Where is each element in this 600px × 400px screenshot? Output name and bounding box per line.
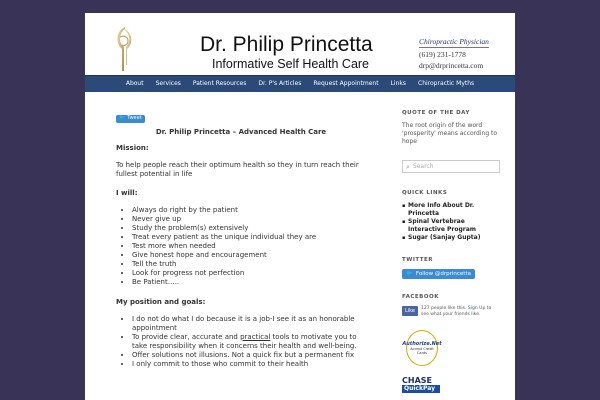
main-content <box>116 113 366 369</box>
list-item: • Tell the truth <box>132 260 366 269</box>
contact-phone: (619) 231-1778 <box>419 50 466 59</box>
chase-quickpay-badge[interactable] <box>402 376 440 393</box>
quick-links-list <box>402 202 500 242</box>
tweet-button[interactable] <box>116 115 145 123</box>
facebook-like-box <box>402 306 500 318</box>
logo-icon[interactable] <box>112 25 138 73</box>
mission-text: To help people reach their optimum health so they in turn reach their fullest potential in life <box>116 160 359 178</box>
tweet-label: Tweet <box>127 115 142 121</box>
list-item: • Never give up <box>132 215 366 224</box>
goals-list <box>116 315 366 369</box>
site-header <box>85 13 515 75</box>
nav-item-links[interactable]: Links <box>390 80 406 87</box>
article-title: Dr. Philip Princetta – Advanced Health Care <box>155 127 327 136</box>
qod-text: The root origin of the word 'prosperity' means according to hope <box>402 122 498 145</box>
quick-link-sugar[interactable]: ▪ Sugar (Sanjay Gupta) <box>402 234 500 242</box>
list-item: • Look for progress not perfection <box>132 269 366 278</box>
nav-item-articles[interactable]: Dr. P's Articles <box>258 80 302 87</box>
twitter-title: TWITTER <box>402 257 433 263</box>
follow-button[interactable] <box>402 269 475 279</box>
sidebar <box>402 109 500 393</box>
contact-email: drp@drprincetta.com <box>419 61 484 70</box>
list-item: • Study the problem(s) extensively <box>132 224 366 233</box>
follow-label: Follow @drprincetta <box>415 271 471 277</box>
quick-links-title: QUICK LINKS <box>402 190 448 196</box>
list-item: • Treat every patient as the unique individual they are <box>132 233 366 242</box>
position-heading: My position and goals: <box>116 297 206 306</box>
fb-count-text: 127 people like this. <box>420 306 467 311</box>
goal2-post: tools to motivate you to take responsibility when it concerns their health and well-being. <box>132 332 357 350</box>
list-item: • I do not do what I do because it is a job-I see it as an honorable appointment <box>132 315 366 333</box>
authnet-accept: Accept Credit Cards <box>410 347 434 355</box>
will-list <box>116 206 366 287</box>
list-item: • I only commit to those who commit to their health <box>132 360 366 369</box>
fb-signup-tail: to see what your friends like. <box>420 306 492 317</box>
qod-title: QUOTE OF THE DAY <box>402 110 470 116</box>
fb-like-button[interactable]: Like <box>402 306 418 316</box>
nav-item-request-appointment[interactable]: Request Appointment <box>313 80 379 87</box>
main-nav <box>85 75 515 92</box>
contact-role: Chiropractic Physician <box>419 37 489 46</box>
twitter-bird-icon: 🐦 <box>119 115 126 121</box>
contact-divider <box>419 47 489 48</box>
search-input[interactable] <box>402 160 500 173</box>
nav-item-chiropractic-myths[interactable]: Chiropractic Myths <box>418 80 475 87</box>
facebook-title: FACEBOOK <box>402 294 439 300</box>
quickpay-name: QuickPay <box>402 385 440 393</box>
contact-card <box>419 36 509 71</box>
mission-heading: Mission: <box>116 143 149 152</box>
fb-signup-link[interactable]: Sign Up <box>467 306 486 311</box>
practical-link[interactable]: practical <box>240 332 271 341</box>
site-tagline: Informative Self Health Care <box>212 57 370 71</box>
search-placeholder: Search <box>412 162 434 170</box>
nav-item-patient-resources[interactable]: Patient Resources <box>192 80 247 87</box>
authnet-name: Authorize.Net <box>402 341 442 347</box>
authorize-net-badge[interactable] <box>402 330 442 366</box>
list-item: • Be Patient….. <box>132 278 366 287</box>
twitter-bird-icon: 🐦 <box>406 271 413 277</box>
goal2-pre: To provide clear, accurate and <box>132 332 241 341</box>
nav-item-services[interactable]: Services <box>155 80 181 87</box>
fb-like-text <box>421 306 500 318</box>
list-item: • Give honest hope and encouragement <box>132 251 366 260</box>
list-item: • Offer solutions not illusions. Not a quick fix but a permanent fix <box>132 351 366 360</box>
search-icon: ⌕ <box>406 162 410 171</box>
site-title[interactable]: Dr. Philip Princetta <box>200 33 373 56</box>
list-item: • Always do right by the patient <box>132 206 366 215</box>
chase-name: CHASE <box>402 376 432 385</box>
quick-link-spinal-vertebrae[interactable]: ▪ Spinal Vertebrae Interactive Program <box>402 218 500 234</box>
nav-item-about[interactable]: About <box>125 80 144 87</box>
will-heading: I will: <box>116 188 138 197</box>
list-item <box>132 333 366 351</box>
quick-link-more-info[interactable]: ▪ More Info About Dr. Princetta <box>402 202 500 218</box>
page <box>85 13 515 400</box>
list-item: • Test more when needed <box>132 242 366 251</box>
